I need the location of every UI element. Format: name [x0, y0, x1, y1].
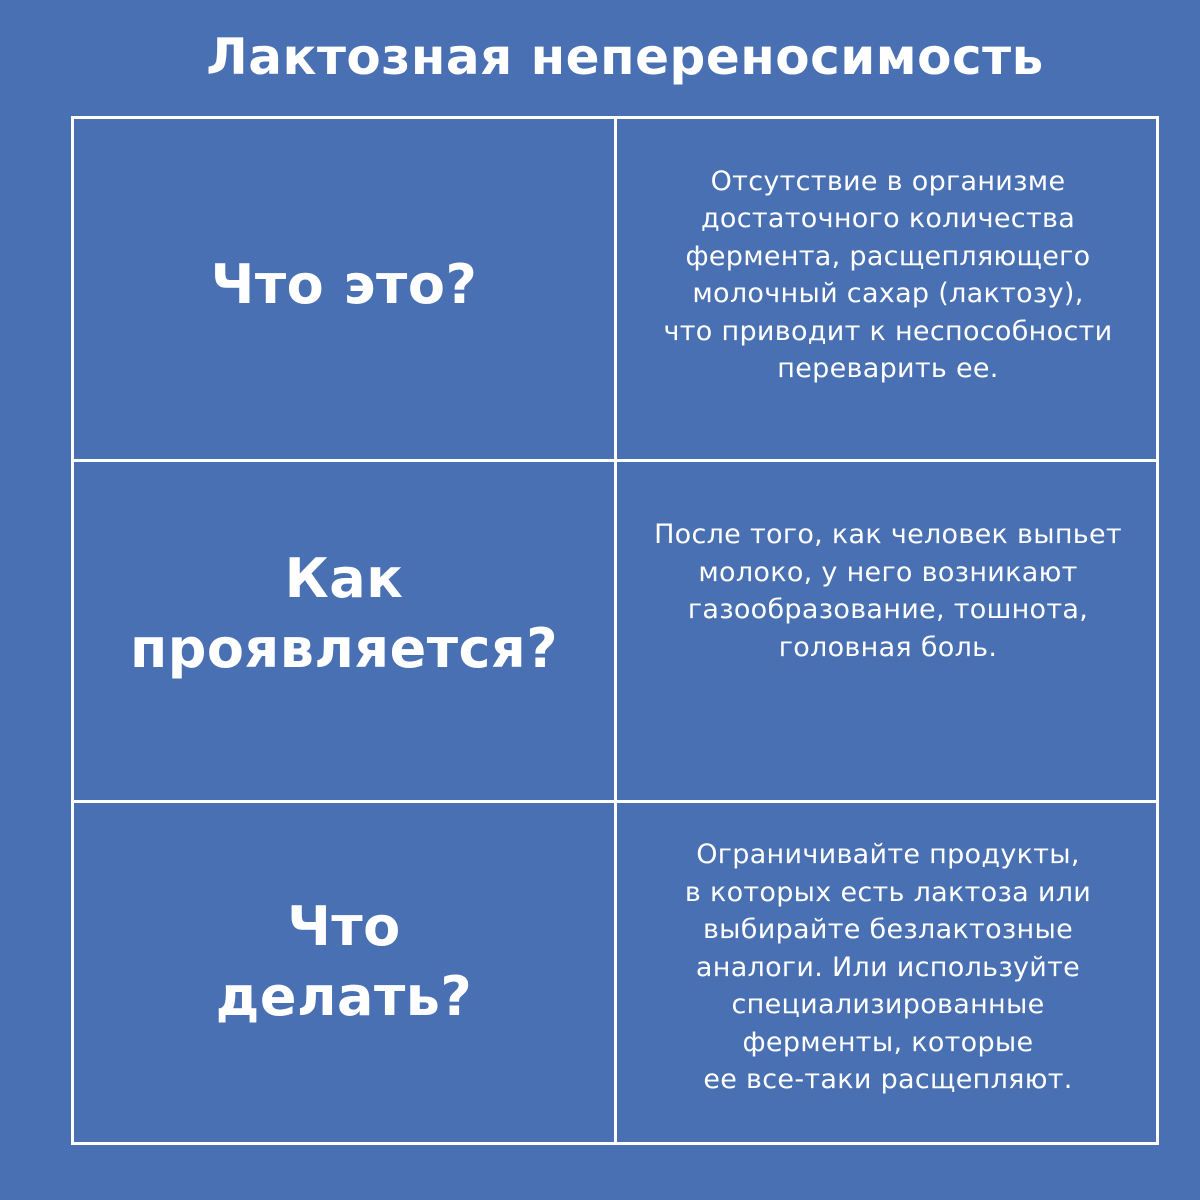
question-symptoms: Как проявляется? [129, 547, 559, 680]
question-cell-what-to-do [74, 803, 617, 1142]
question-cell-symptoms [74, 462, 617, 803]
answer-what-to-do: Ограничивайте продукты, в которых есть лактоза или выбирайте безлактозные аналоги. Или используйте специализированные ферменты, которые ее все-таки расщепляют. [684, 839, 1092, 1096]
question-what-to-do: Что делать? [215, 894, 473, 1028]
answer-cell-what-is-it [617, 119, 1159, 462]
question-what-is-it: Что это? [210, 253, 478, 316]
answer-cell-symptoms [617, 462, 1159, 803]
answer-cell-what-to-do [617, 803, 1159, 1142]
page-title: Лактозная непереносимость [206, 28, 1044, 86]
answer-what-is-it: Отсутствие в организме достаточного количества фермента, расщепляющего молочный сахар (лактозу), что приводит к неспособности переварить ее. [663, 165, 1113, 384]
info-table [71, 116, 1159, 1145]
answer-symptoms: После того, как человек выпьет молоко, у него возникают газообразование, тошнота, головная боль. [654, 519, 1122, 663]
question-cell-what-is-it [74, 119, 617, 462]
